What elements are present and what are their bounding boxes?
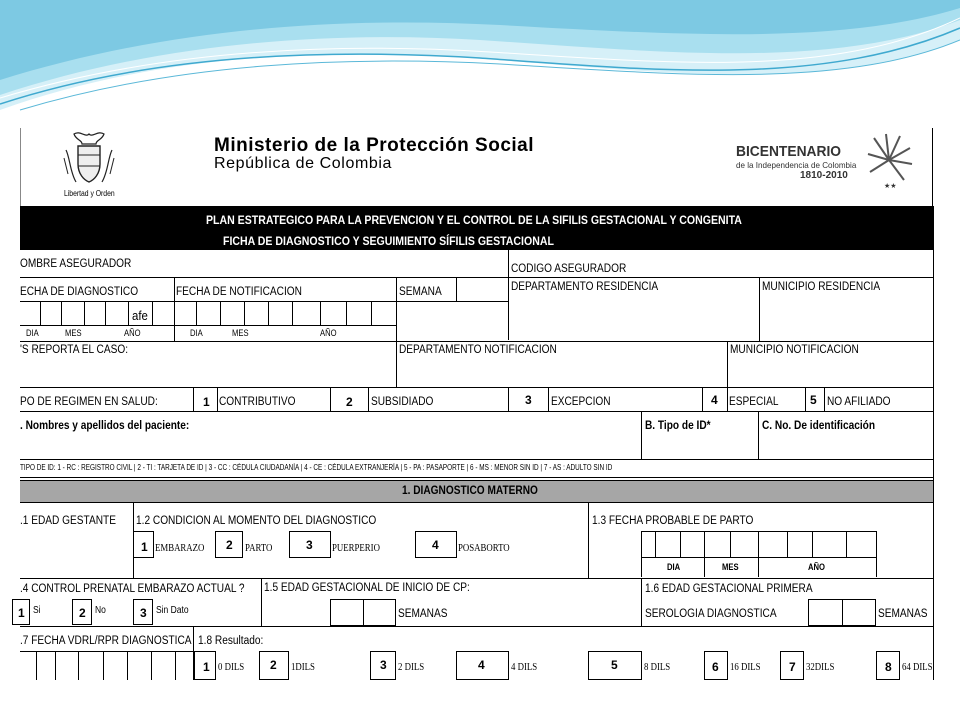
- date-cell: [152, 301, 153, 325]
- frame-left-header: [20, 128, 21, 206]
- label-serologia: SEROLOGIA DIAGNOSTICA: [645, 608, 777, 620]
- control-option-label: Si: [33, 605, 41, 616]
- regimen-option-number[interactable]: 2: [346, 395, 353, 409]
- date-cell: [55, 651, 56, 680]
- divider: [641, 578, 642, 626]
- date-cell: [371, 301, 372, 325]
- resultado-option-number: 6: [712, 660, 719, 674]
- resultado-option-number: 8: [885, 660, 892, 674]
- date-label-dia: DIA: [667, 562, 681, 572]
- divider: [508, 387, 509, 411]
- control-option-number: 3: [140, 606, 147, 620]
- row-line: [20, 341, 934, 342]
- divider: [641, 411, 642, 459]
- label-resultado: 1.8 Resultado:: [198, 635, 264, 647]
- date-cell: [78, 651, 79, 680]
- date-cell: [61, 301, 62, 325]
- date-cell: [105, 301, 106, 325]
- row-line: [20, 325, 397, 326]
- date-cell: [103, 651, 104, 680]
- colombia-seal: [56, 128, 122, 200]
- divider: [193, 387, 194, 411]
- label-fecha-vdrl: .7 FECHA VDRL/RPR DIAGNOSTICA: [20, 635, 192, 647]
- label-edad-gestacional-cp: 1.5 EDAD GESTACIONAL DE INICIO DE CP:: [264, 582, 470, 594]
- divider: [758, 411, 759, 459]
- banner-line-2: FICHA DE DIAGNOSTICO Y SEGUIMIENTO SÍFILIS GESTACIONAL: [223, 234, 554, 248]
- label-control-prenatal: .4 CONTROL PRENATAL EMBARAZO ACTUAL ?: [20, 583, 245, 595]
- label-municipio-residencia: MUNICIPIO RESIDENCIA: [762, 281, 881, 293]
- divider: [330, 387, 331, 411]
- resultado-option-label: 1DILS: [291, 662, 315, 673]
- regimen-option-label: CONTRIBUTIVO: [219, 396, 296, 408]
- banner-line-1: PLAN ESTRATEGICO PARA LA PREVENCION Y EL CONTROL DE LA SIFILIS GESTACIONAL Y CONGENITA: [206, 213, 742, 227]
- date-cell: [363, 599, 364, 626]
- label-nombre-asegurador: OMBRE ASEGURADOR: [20, 258, 132, 270]
- row-line: [20, 387, 934, 388]
- divider: [727, 387, 728, 411]
- bicentenario-star-logo-icon: [864, 130, 914, 190]
- label-municipio-notificacion: MUNICIPIO NOTIFICACION: [730, 344, 859, 356]
- section-1-bar: [20, 480, 933, 503]
- divider: [174, 277, 175, 341]
- bicentenario-subtitle: de la Independencia de Colombia: [736, 160, 857, 170]
- ministry-title: Ministerio de la Protección Social: [214, 135, 535, 156]
- label-tipo-regimen: PO DE REGIMEN EN SALUD:: [20, 396, 158, 408]
- divider: [824, 387, 825, 411]
- resultado-option-number: 5: [611, 658, 618, 672]
- date-label-dia: DIA: [26, 328, 39, 338]
- row-line: [20, 277, 934, 278]
- label-departamento-notificacion: DEPARTAMENTO NOTIFICACION: [399, 344, 557, 356]
- date-cell: [244, 301, 245, 325]
- label-nombres-paciente: . Nombres y apellidos del paciente:: [20, 420, 190, 432]
- label-condicion: 1.2 CONDICION AL MOMENTO DEL DIAGNOSTICO: [136, 515, 377, 527]
- divider: [456, 277, 457, 301]
- label-semanas: SEMANAS: [878, 608, 928, 620]
- control-option-number: 2: [79, 606, 86, 620]
- date-cell: [268, 301, 269, 325]
- condicion-option-number: 4: [432, 538, 439, 552]
- condicion-option-number: 2: [226, 538, 233, 552]
- row-line: [20, 301, 509, 302]
- label-no-identificacion: C. No. De identificación: [762, 420, 876, 432]
- date-cell: [36, 651, 37, 680]
- label-fecha-probable-parto: 1.3 FECHA PROBABLE DE PARTO: [592, 515, 754, 527]
- date-cell: [704, 531, 705, 577]
- date-cell: [40, 301, 41, 325]
- frame-right: [933, 250, 934, 680]
- date-cell: [346, 301, 347, 325]
- divider: [508, 250, 509, 340]
- date-cell: [730, 531, 731, 557]
- resultado-option-number: 3: [380, 658, 387, 672]
- regimen-option-number[interactable]: 3: [525, 393, 532, 407]
- label-ips-reporta: 'S REPORTA EL CASO:: [20, 344, 129, 356]
- label-semanas: SEMANAS: [398, 608, 448, 620]
- resultado-option-number: 7: [789, 660, 796, 674]
- resultado-option-label: 16 DILS: [730, 662, 761, 673]
- date-label-anio: AÑO: [808, 562, 825, 572]
- condicion-option-label: POSABORTO: [458, 543, 510, 554]
- date-cell: [128, 301, 129, 325]
- bicentenario-years: 1810-2010: [800, 170, 848, 181]
- date-label-mes: MES: [65, 328, 82, 338]
- divider: [261, 578, 262, 626]
- divider: [396, 277, 397, 387]
- date-cell: [641, 531, 642, 577]
- regimen-option-label: ESPECIAL: [729, 396, 779, 408]
- row-line: [20, 626, 934, 627]
- date-cell: [846, 531, 847, 557]
- resultado-option-number: 2: [270, 658, 277, 672]
- row-line: [20, 578, 934, 579]
- date-cell: [320, 301, 321, 325]
- control-option-label: Sin Dato: [156, 605, 189, 616]
- label-edad-gestante: .1 EDAD GESTANTE: [20, 515, 116, 527]
- divider: [368, 387, 369, 411]
- resultado-option-label: 2 DILS: [398, 662, 425, 673]
- date-cell: [196, 301, 197, 325]
- regimen-option-label: NO AFILIADO: [827, 396, 891, 408]
- label-tipo-id: B. Tipo de ID*: [645, 420, 711, 432]
- resultado-option-label: 4 DILS: [511, 662, 538, 673]
- date-cell: [758, 531, 759, 577]
- divider: [805, 387, 806, 411]
- bicentenario-logo: [730, 128, 930, 194]
- resultado-option-label: 0 DILS: [218, 662, 245, 673]
- date-label-mes: MES: [722, 562, 739, 572]
- divider: [548, 387, 549, 411]
- regimen-option-label: SUBSIDIADO: [371, 396, 434, 408]
- row-line: [641, 557, 877, 558]
- title-banner: [20, 206, 934, 250]
- date-cell: [175, 651, 176, 680]
- date-cell: [292, 301, 293, 325]
- date-cell: [655, 531, 656, 557]
- date-cell: [787, 531, 788, 557]
- divider: [217, 387, 218, 411]
- resultado-option-number: 4: [478, 658, 485, 672]
- date-label-anio: AÑO: [124, 328, 141, 338]
- regimen-option-label: EXCEPCION: [551, 396, 611, 408]
- seal-motto: Libertad y Orden: [64, 189, 115, 198]
- resultado-option-number: 1: [203, 660, 210, 674]
- row-line: [641, 531, 877, 532]
- ministry-subtitle: República de Colombia: [214, 155, 393, 172]
- date-cell: [220, 301, 221, 325]
- svg-text:★★: ★★: [884, 182, 897, 190]
- colombia-coat-of-arms-icon: [56, 128, 122, 188]
- regimen-option-number[interactable]: 4: [711, 393, 718, 407]
- date-cell: [842, 599, 843, 626]
- handwritten-text: afe: [132, 308, 148, 323]
- divider: [727, 341, 728, 387]
- resultado-option-label: 64 DILS: [902, 662, 933, 673]
- condicion-option-number: 1: [141, 540, 148, 554]
- label-edad-gestacional-primera: 1.6 EDAD GESTACIONAL PRIMERA: [645, 583, 813, 595]
- regimen-option-number[interactable]: 5: [810, 393, 817, 407]
- row-line: [20, 477, 934, 478]
- row-line: [20, 651, 194, 652]
- date-cell: [876, 531, 877, 577]
- date-cell: [812, 531, 813, 557]
- divider: [759, 277, 760, 341]
- regimen-option-number[interactable]: 1: [203, 395, 210, 409]
- label-fecha-diagnostico: ECHA DE DIAGNOSTICO: [20, 286, 139, 298]
- date-cell: [151, 651, 152, 680]
- section-1-title: 1. DIAGNOSTICO MATERNO: [402, 485, 538, 497]
- date-cell: [127, 651, 128, 680]
- tipo-id-note: TIPO DE ID: 1 - RC : REGISTRO CIVIL | 2 - TI : TARJETA DE ID | 3 - CC : CÉDULA CIUDADANÍA | 4 - CE : CÉDULA EXTRANJERÍA | 5 - PA : PASAPORTE | 6 - MS : MENOR SIN ID | 7 - AS : ADULTO SIN ID: [20, 463, 613, 472]
- date-label-anio: AÑO: [320, 328, 337, 338]
- condicion-option-label: PUERPERIO: [332, 543, 380, 554]
- date-cell: [680, 531, 681, 557]
- row-line: [20, 411, 934, 412]
- row-line: [20, 459, 934, 460]
- date-label-mes: MES: [232, 328, 249, 338]
- condicion-option-label: EMBARAZO: [155, 543, 205, 554]
- frame-right-header: [932, 128, 933, 206]
- label-semana: SEMANA: [399, 286, 442, 298]
- date-label-dia: DIA: [190, 328, 203, 338]
- condicion-option-number: 3: [306, 538, 313, 552]
- resultado-option-label: 8 DILS: [644, 662, 671, 673]
- control-option-label: No: [95, 605, 106, 616]
- divider: [588, 502, 589, 578]
- label-departamento-residencia: DEPARTAMENTO RESIDENCIA: [511, 281, 659, 293]
- condicion-option-label: PARTO: [245, 543, 273, 554]
- label-codigo-asegurador: CODIGO ASEGURADOR: [511, 263, 627, 275]
- resultado-option-label: 32DILS: [806, 662, 835, 673]
- date-cell: [84, 301, 85, 325]
- bicentenario-title: BICENTENARIO: [736, 143, 842, 160]
- label-fecha-notificacion: FECHA DE NOTIFICACION: [176, 286, 302, 298]
- control-option-number: 1: [18, 606, 25, 620]
- divider: [702, 387, 703, 411]
